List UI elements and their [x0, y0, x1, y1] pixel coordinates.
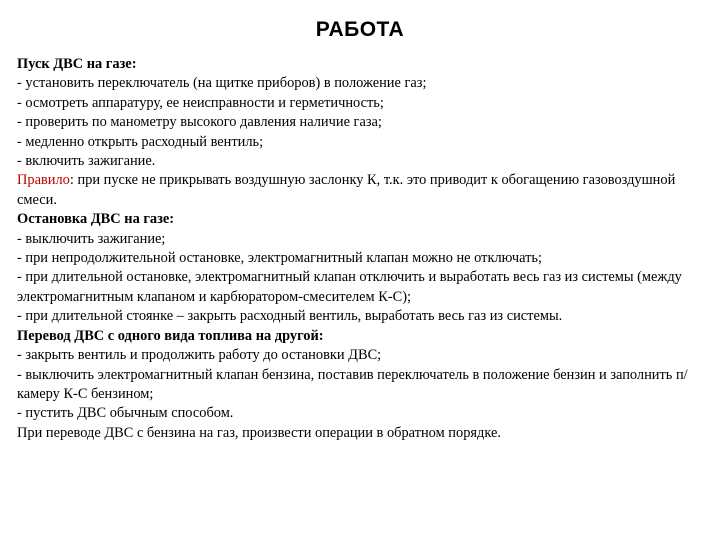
section-heading-start-on-gas: Пуск ДВС на газе: [17, 56, 137, 72]
list-item: - пустить ДВС обычным способом. [17, 405, 234, 422]
rule-label: Правило [17, 172, 70, 189]
section-heading-fuel-switch: Перевод ДВС с одного вида топлива на другой: [17, 327, 324, 344]
list-item: - включить зажигание. [17, 153, 156, 170]
list-item: - проверить по манометру высокого давления наличие газа; [17, 114, 382, 131]
rule-paragraph [17, 171, 707, 210]
list-item: - выключить зажигание; [17, 230, 166, 247]
list-item: - при длительной стоянке – закрыть расходный вентиль, выработать весь газ из системы. [17, 308, 563, 325]
slide-content [17, 55, 707, 443]
list-item: - установить переключатель (на щитке приборов) в положение газ; [17, 75, 427, 92]
closing-paragraph: При переводе ДВС с бензина на газ, произвести операции в обратном порядке. [17, 424, 501, 441]
list-item: - при непродолжительной остановке, электромагнитный клапан можно не отключать; [17, 250, 542, 267]
list-item: - осмотреть аппаратуру, ее неисправности и герметичность; [17, 94, 384, 111]
list-item: - закрыть вентиль и продолжить работу до остановки ДВС; [17, 347, 382, 364]
section-heading-stop-on-gas: Остановка ДВС на газе: [17, 211, 175, 228]
slide-title: РАБОТА [315, 18, 405, 41]
rule-text: : при пуске не прикрывать воздушную заслонку К, т.к. это приводит к обогащению газовоздушной смеси. [17, 172, 676, 208]
list-item: - выключить электромагнитный клапан бензина, поставив переключатель в положение бензин и заполнить п/камеру К-С бензином; [17, 366, 688, 402]
list-item: - при длительной остановке, электромагнитный клапан отключить и выработать весь газ из системы (между электромагнитным клапаном и карбюратором-смесителем К-С); [17, 269, 682, 305]
list-item: - медленно открыть расходный вентиль; [17, 133, 264, 150]
